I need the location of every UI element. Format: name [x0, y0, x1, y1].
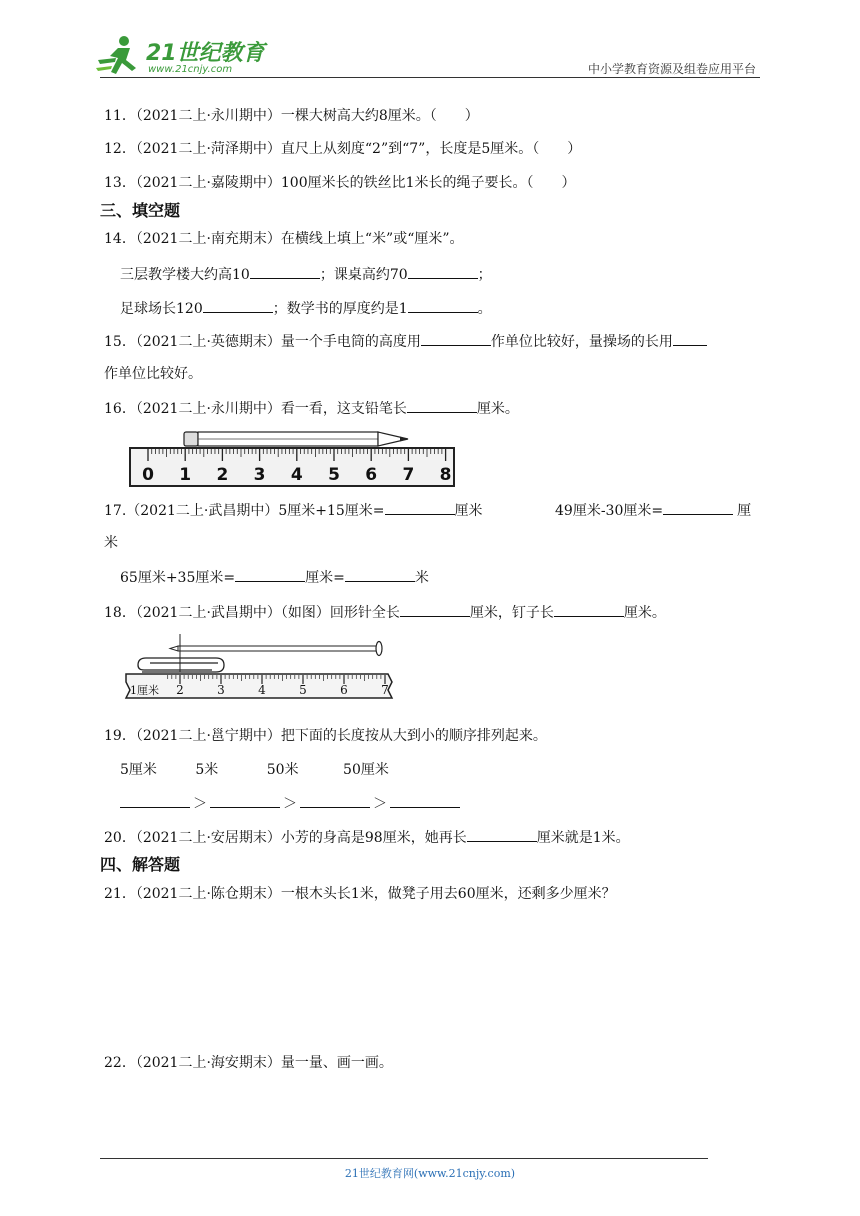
ruler-labels — [142, 465, 451, 485]
ruler-tick-label: 4 — [258, 683, 266, 697]
answer-blank[interactable] — [235, 567, 305, 582]
question-22: 22．（2021二上·海安期末）量一量、画一画。 — [104, 1055, 393, 1071]
header-divider — [100, 77, 760, 78]
answer-blank[interactable] — [300, 793, 370, 808]
ruler-tick-label: 3 — [253, 465, 266, 485]
question-17-line1-right — [555, 500, 751, 521]
q17-text-h: 米 — [414, 570, 429, 586]
option-4: 50厘米 — [343, 762, 389, 778]
paperclip-icon — [138, 658, 224, 672]
q14-text-b1: 足球场长120 — [120, 301, 203, 317]
answer-blank[interactable] — [250, 264, 320, 279]
footer-divider — [100, 1158, 708, 1159]
runner-logo-icon — [96, 34, 152, 78]
ruler-tick-label: 6 — [340, 683, 348, 697]
header-logo — [96, 34, 266, 78]
q18-text-a: 18．（2021二上·武昌期中）（如图）回形针全长 — [104, 605, 400, 621]
question-11: 11．（2021二上·永川期中）一棵大树高大约8厘米。（ ） — [104, 108, 479, 124]
question-14-line2 — [120, 298, 492, 319]
ruler-tick-label: 5 — [299, 683, 307, 697]
answer-blank[interactable] — [673, 331, 707, 346]
q20-text-b: 厘米就是1米。 — [536, 830, 630, 846]
answer-blank[interactable] — [408, 298, 478, 313]
question-19-options — [120, 760, 389, 780]
q16-text-b: 厘米。 — [476, 401, 519, 417]
question-14: 14．（2021二上·南充期末）在横线上填上“米”或“厘米”。 — [104, 231, 464, 247]
ruler-tick-label: 7 — [381, 683, 389, 697]
q14-text-a3: ； — [477, 267, 492, 283]
q17-text-c: 49厘米-30厘米= — [555, 503, 664, 519]
ruler-tick-label: 3 — [217, 683, 225, 697]
ruler-tick-label: 2 — [176, 683, 184, 697]
question-21: 21．（2021二上·陈仓期末）一根木头长1米，做凳子用去60厘米，还剩多少厘米？ — [104, 886, 616, 902]
pencil-icon — [184, 432, 408, 446]
ruler-tick-label: 0 — [142, 465, 154, 485]
ruler-tick-label: 4 — [290, 465, 303, 485]
logo-text: 21世纪教育 — [146, 41, 265, 66]
q17-text-d: 厘 — [737, 503, 752, 519]
paperclip-nail-ruler-figure — [120, 632, 400, 704]
question-18 — [104, 602, 666, 623]
answer-blank[interactable] — [120, 793, 190, 808]
section-fill-blank-heading: 三、填空题 — [100, 201, 181, 220]
q18-text-c: 厘米。 — [623, 605, 666, 621]
ruler-tick-label: 6 — [365, 465, 378, 485]
ruler-tick-label: 8 — [439, 465, 452, 485]
ruler-tick-label: 2 — [216, 465, 229, 485]
option-1: 5厘米 — [120, 762, 157, 778]
q20-text-a: 20．（2021二上·安居期末）小芳的身高是98厘米，她再长 — [104, 830, 467, 846]
answer-blank[interactable] — [663, 500, 733, 515]
question-19: 19．（2021二上·邕宁期中）把下面的长度按从大到小的顺序排列起来。 — [104, 728, 547, 744]
question-20 — [104, 827, 630, 848]
q17-text-a: 17.（2021二上·武昌期中）5厘米+15厘米= — [104, 503, 385, 519]
q17-text-g: 厘米= — [305, 570, 345, 586]
q15-text-b: 作单位比较好，量操场的长用 — [490, 334, 673, 350]
q14-text-b3: 。 — [477, 301, 492, 317]
question-13: 13．（2021二上·嘉陵期中）100厘米长的铁丝比1米长的绳子要长。（ ） — [104, 175, 576, 191]
nail-icon — [170, 642, 382, 656]
q17-text-b: 厘米 — [454, 503, 483, 519]
answer-blank[interactable] — [210, 793, 280, 808]
answer-blank[interactable] — [408, 264, 478, 279]
answer-blank[interactable] — [400, 602, 470, 617]
q18-text-b: 厘米，钉子长 — [469, 605, 554, 621]
section-solve-heading: 四、解答题 — [100, 855, 181, 874]
question-12: 12．（2021二上·菏泽期中）直尺上从刻度“2”到“7”，长度是5厘米。（ ） — [104, 141, 582, 157]
ruler-tick-label: 1 — [179, 465, 192, 485]
greater-than-sign: ＞ — [373, 796, 387, 812]
answer-blank[interactable] — [390, 793, 460, 808]
answer-blank[interactable] — [345, 567, 415, 582]
answer-blank[interactable] — [421, 331, 491, 346]
platform-title: 中小学教育资源及组卷应用平台 — [587, 62, 756, 76]
question-15-line2: 作单位比较好。 — [104, 366, 202, 382]
q14-text-a1: 三层教学楼大约高10 — [120, 267, 250, 283]
q17-text-f: 65厘米+35厘米= — [120, 570, 236, 586]
answer-blank[interactable] — [554, 602, 624, 617]
option-2: 5米 — [195, 762, 219, 778]
ruler-tick-label: 5 — [328, 465, 340, 485]
ruler-tick-label: 7 — [402, 465, 415, 485]
answer-blank[interactable] — [467, 827, 537, 842]
answer-blank[interactable] — [385, 500, 455, 515]
q14-text-a2: ；课桌高约70 — [319, 267, 408, 283]
question-15-line1 — [104, 331, 707, 352]
logo-url: www.21cnjy.com — [148, 64, 233, 75]
answer-blank[interactable] — [203, 298, 273, 313]
option-3: 50米 — [266, 762, 299, 778]
greater-than-sign: ＞ — [283, 796, 297, 812]
question-17-wrap: 米 — [104, 535, 118, 551]
question-19-answer-line — [120, 793, 460, 814]
footer-text: 21世纪教育网(www.21cnjy.com) — [344, 1167, 516, 1180]
question-14-line1 — [120, 264, 492, 285]
q14-text-b2: ；数学书的厚度约是1 — [272, 301, 408, 317]
q15-text-a: 15．（2021二上·英德期末）量一个手电筒的高度用 — [104, 334, 421, 350]
greater-than-sign: ＞ — [193, 796, 207, 812]
question-17-line1 — [104, 500, 483, 521]
answer-blank[interactable] — [407, 398, 477, 413]
question-17-line2 — [120, 567, 429, 588]
question-16 — [104, 398, 519, 419]
ruler-unit-label: 1厘米 — [130, 684, 159, 697]
q16-text-a: 16．（2021二上·永川期中）看一看，这支铅笔长 — [104, 401, 407, 417]
pencil-ruler-figure — [128, 426, 458, 488]
